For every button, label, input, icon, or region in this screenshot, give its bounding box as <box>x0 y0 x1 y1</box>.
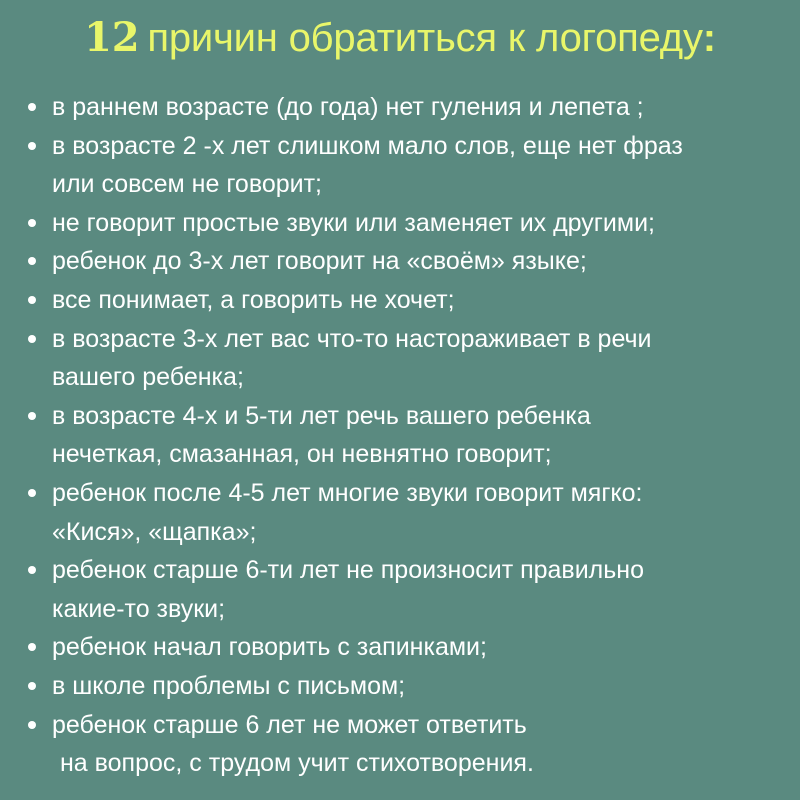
list-item-line: ребенок старше 6 лет не может ответить <box>52 710 527 739</box>
bullet-dot-icon <box>28 103 36 111</box>
list-item-line: в школе проблемы с письмом; <box>52 671 406 700</box>
bullet-dot-icon <box>28 566 36 574</box>
bullet-dot-icon <box>28 721 36 729</box>
title-text: причин обратиться к логопеду <box>147 16 703 60</box>
list-item <box>0 551 800 628</box>
list-item-line: на вопрос, с трудом учит стихотворения. <box>60 749 534 778</box>
bullet-dot-icon <box>28 142 36 150</box>
list-item-line: нечеткая, смазанная, он невнятно говорит; <box>52 440 552 469</box>
title-number: 12 <box>84 14 140 61</box>
list-item <box>0 667 800 706</box>
list-item-line: ребенок после 4-5 лет многие звуки говорит мягко: <box>52 478 643 507</box>
bullet-dot-icon <box>28 643 36 651</box>
list-item-line: вашего ребенка; <box>52 363 244 392</box>
bullet-dot-icon <box>28 335 36 343</box>
list-item <box>0 204 800 243</box>
bullet-dot-icon <box>28 489 36 497</box>
list-item-line: или совсем не говорит; <box>52 170 322 199</box>
bullet-dot-icon <box>28 682 36 690</box>
list-item <box>0 628 800 667</box>
list-item-line: какие-то звуки; <box>52 594 226 623</box>
list-item <box>0 474 800 551</box>
list-item-line: в возрасте 3-х лет вас что-то настораживает в речи <box>52 324 652 353</box>
list-item-line: в возрасте 2 -х лет слишком мало слов, еще нет фраз <box>52 131 683 160</box>
title-colon: : <box>702 16 716 60</box>
list-item <box>0 242 800 281</box>
list-item-line: ребенок начал говорить с запинками; <box>52 633 487 662</box>
list-item-line: ребенок старше 6-ти лет не произносит правильно <box>52 556 645 585</box>
list-item-line: все понимает, а говорить не хочет; <box>52 285 455 314</box>
bullet-dot-icon <box>28 412 36 420</box>
bullet-dot-icon <box>28 219 36 227</box>
page-title <box>0 12 800 64</box>
list-item <box>0 88 800 127</box>
list-item-line: «Кися», «щапка»; <box>52 517 257 546</box>
list-item-line: в раннем возрасте (до года) нет гуления и лепета ; <box>52 93 644 121</box>
list-item <box>0 320 800 397</box>
reasons-list <box>0 88 800 783</box>
list-item <box>0 706 800 783</box>
list-item <box>0 127 800 204</box>
bullet-dot-icon <box>28 296 36 304</box>
bullet-dot-icon <box>28 257 36 265</box>
list-item <box>0 281 800 320</box>
list-item-line: ребенок до 3-х лет говорит на «своём» языке; <box>52 247 587 276</box>
list-item <box>0 397 800 474</box>
list-item-line: в возрасте 4-х и 5-ти лет речь вашего ребенка <box>52 401 591 430</box>
list-item-line: не говорит простые звуки или заменяет их другими; <box>52 208 655 237</box>
